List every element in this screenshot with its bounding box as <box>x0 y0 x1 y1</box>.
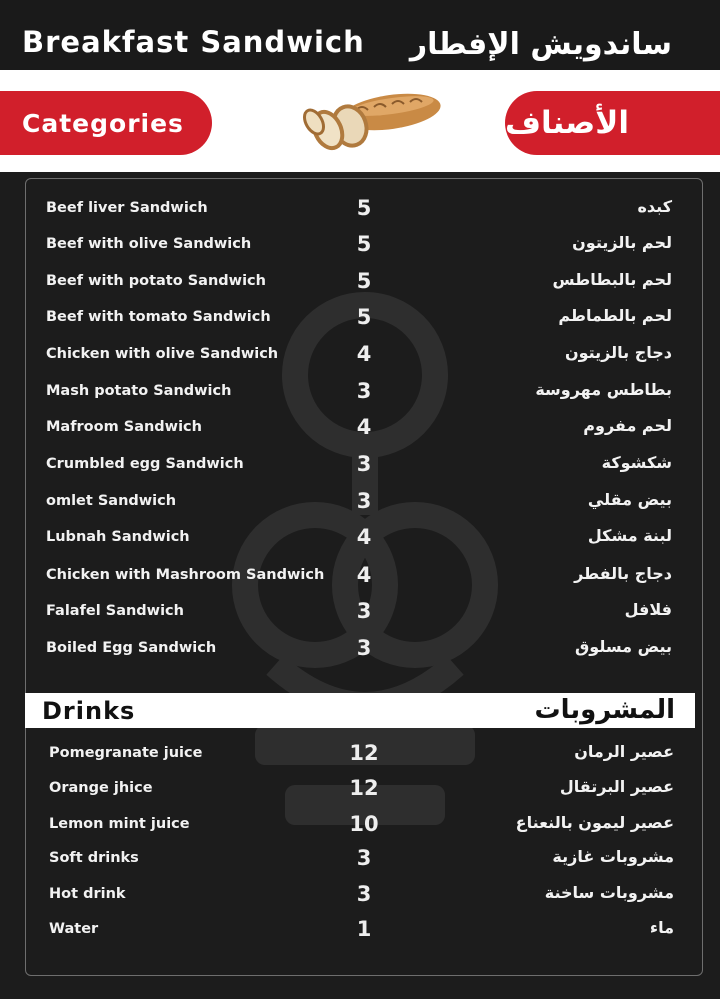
item-price: 3 <box>356 452 372 476</box>
menu-item-row <box>0 561 720 591</box>
item-name-arabic: ماء <box>649 918 674 937</box>
item-price: 5 <box>356 232 372 256</box>
item-name-arabic: عصير الرمان <box>574 742 674 761</box>
menu-item-row <box>0 267 720 297</box>
item-name-arabic: دجاج بالزيتون <box>564 343 672 362</box>
menu-item-row <box>0 377 720 407</box>
item-name-english: Orange jhice <box>49 780 153 796</box>
item-name-arabic: عصير البرتقال <box>559 777 674 796</box>
item-name-english: Beef liver Sandwich <box>46 200 208 216</box>
item-name-arabic: لبنة مشكل <box>587 526 672 545</box>
categories-label-english: Categories <box>0 91 212 155</box>
item-name-english: Water <box>49 921 99 937</box>
item-name-english: Chicken with Mashroom Sandwich <box>46 567 325 583</box>
menu-item-row <box>0 340 720 370</box>
item-price: 4 <box>356 525 372 549</box>
item-price: 3 <box>356 636 372 660</box>
item-name-arabic: لحم مفروم <box>583 416 672 435</box>
item-price: 5 <box>356 305 372 329</box>
item-name-english: Mash potato Sandwich <box>46 383 232 399</box>
item-name-arabic: لحم بالبطاطس <box>552 270 672 289</box>
drink-item-row <box>0 880 720 910</box>
drinks-section-header <box>25 693 695 728</box>
page-title-english: Breakfast Sandwich <box>22 25 365 59</box>
item-name-english: Beef with potato Sandwich <box>46 273 266 289</box>
categories-label-arabic: الأصناف <box>505 91 720 155</box>
item-price: 12 <box>349 776 379 800</box>
menu-item-row <box>0 487 720 517</box>
page-title-arabic: ساندويش الإفطار <box>409 27 672 62</box>
menu-item-row <box>0 303 720 333</box>
item-name-english: Crumbled egg Sandwich <box>46 456 244 472</box>
item-price: 5 <box>356 269 372 293</box>
item-price: 3 <box>356 846 372 870</box>
item-name-english: Boiled Egg Sandwich <box>46 640 217 656</box>
item-name-english: Beef with olive Sandwich <box>46 236 252 252</box>
item-name-arabic: دجاج بالفطر <box>574 564 672 583</box>
item-name-english: Mafroom Sandwich <box>46 419 202 435</box>
item-price: 10 <box>349 812 379 836</box>
drink-item-row <box>0 844 720 874</box>
item-name-english: Falafel Sandwich <box>46 603 184 619</box>
item-price: 3 <box>356 599 372 623</box>
menu-item-row <box>0 450 720 480</box>
drink-item-row <box>0 774 720 804</box>
item-name-english: Soft drinks <box>49 850 139 866</box>
item-name-english: Lemon mint juice <box>49 816 190 832</box>
item-price: 4 <box>356 415 372 439</box>
menu-item-row <box>0 230 720 260</box>
item-price: 12 <box>349 741 379 765</box>
item-name-english: omlet Sandwich <box>46 493 177 509</box>
item-name-arabic: مشروبات ساخنة <box>544 883 674 902</box>
item-name-english: Pomegranate juice <box>49 745 203 761</box>
menu-item-row <box>0 194 720 224</box>
drinks-label-arabic: المشروبات <box>534 695 675 725</box>
item-price: 1 <box>356 917 372 941</box>
menu-item-row <box>0 523 720 553</box>
categories-band <box>0 70 720 172</box>
item-name-arabic: بطاطس مهروسة <box>535 380 672 399</box>
drinks-label-english: Drinks <box>42 697 136 725</box>
item-name-arabic: مشروبات غازية <box>552 847 674 866</box>
item-name-arabic: كبده <box>637 197 672 216</box>
item-name-arabic: شكشوكة <box>601 453 672 472</box>
item-price: 3 <box>356 489 372 513</box>
item-price: 5 <box>356 196 372 220</box>
bread-icon <box>296 86 446 156</box>
item-name-arabic: لحم بالطماطم <box>558 306 672 325</box>
menu-item-row <box>0 597 720 627</box>
item-name-english: Chicken with olive Sandwich <box>46 346 279 362</box>
title-bar <box>0 0 720 70</box>
drink-item-row <box>0 915 720 945</box>
menu-item-row <box>0 413 720 443</box>
item-name-arabic: عصير ليمون بالنعناع <box>515 813 674 832</box>
item-price: 4 <box>356 342 372 366</box>
item-price: 3 <box>356 882 372 906</box>
drink-item-row <box>0 739 720 769</box>
item-name-arabic: لحم بالزيتون <box>572 233 672 252</box>
item-name-arabic: بيض مسلوق <box>575 637 672 656</box>
item-name-english: Hot drink <box>49 886 126 902</box>
item-price: 3 <box>356 379 372 403</box>
item-name-english: Beef with tomato Sandwich <box>46 309 271 325</box>
item-price: 4 <box>356 563 372 587</box>
item-name-arabic: بيض مقلي <box>587 490 672 509</box>
drink-item-row <box>0 810 720 840</box>
menu-item-row <box>0 634 720 664</box>
item-name-english: Lubnah Sandwich <box>46 529 190 545</box>
item-name-arabic: فلافل <box>624 600 672 619</box>
